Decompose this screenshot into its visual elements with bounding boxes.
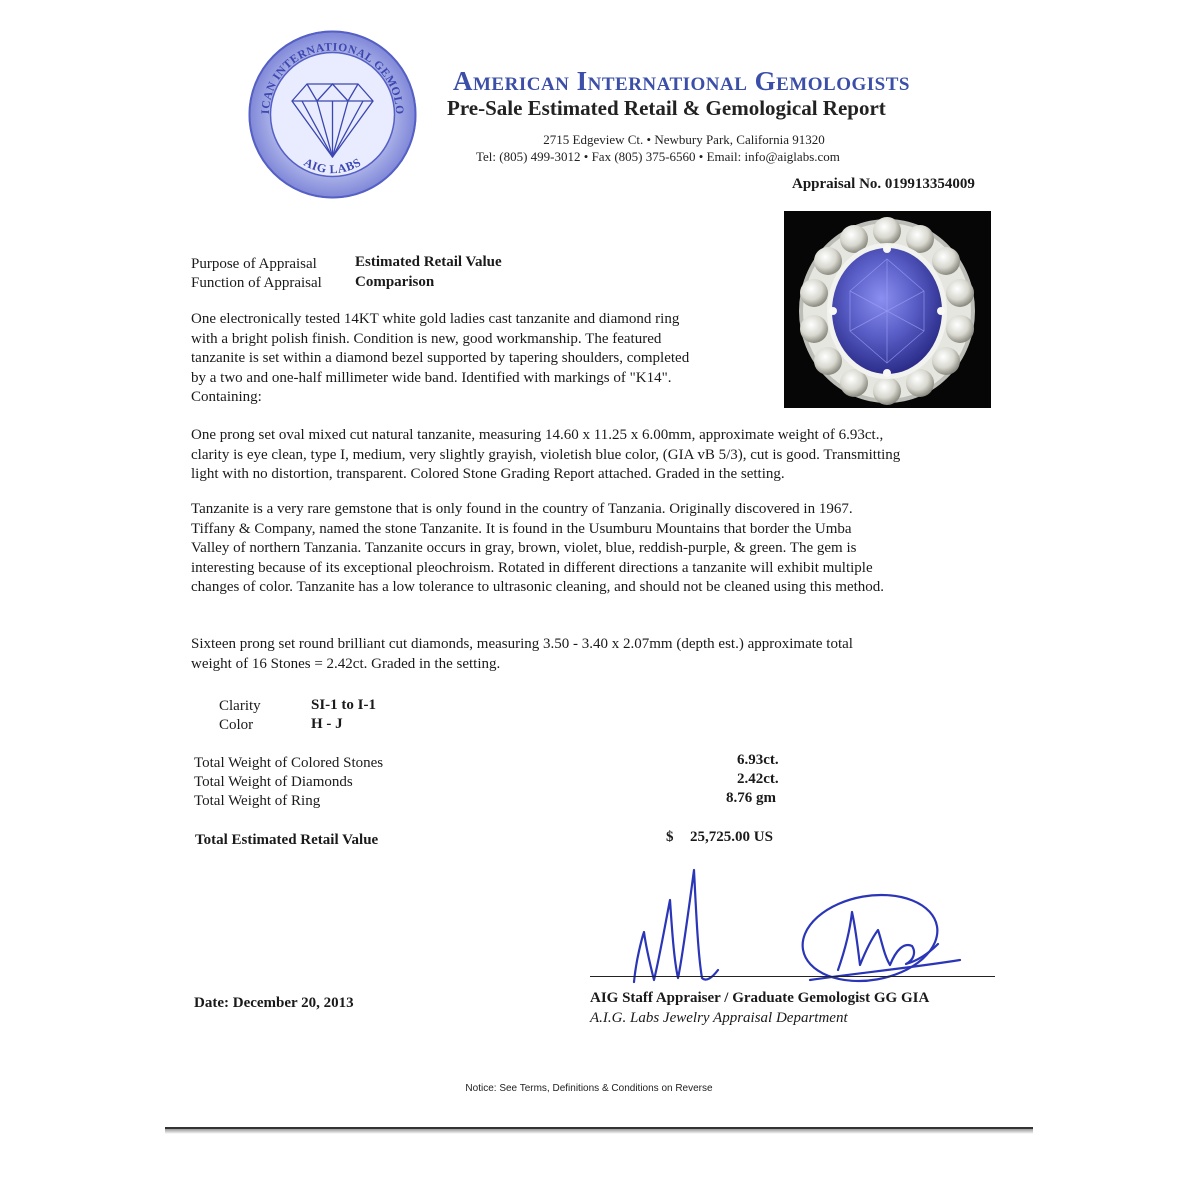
function-label: Function of Appraisal — [191, 275, 322, 291]
total-diamonds-label: Total Weight of Diamonds — [194, 774, 353, 790]
appraisal-date: Date: December 20, 2013 — [194, 995, 354, 1011]
description-line: with a bright polish finish. Condition is new, good workmanship. The featured — [191, 330, 662, 347]
description-line: tanzanite is set within a diamond bezel supported by tapering shoulders, completed — [191, 350, 690, 366]
tanzanite-info-line: changes of color. Tanzanite has a low tolerance to ultrasonic cleaning, and should not be cleaned using this method. — [191, 579, 885, 595]
total-retail-value: 25,725.00 US — [690, 829, 773, 845]
total-colored-value: 6.93ct. — [737, 752, 779, 768]
purpose-label: Purpose of Appraisal — [191, 256, 317, 272]
total-ring-value: 8.76 gm — [726, 790, 776, 806]
tanzanite-line: light with no distortion, transparent. Colored Stone Grading Report attached. Graded in the setting. — [191, 466, 785, 482]
tanzanite-info-line: Valley of northern Tanzania. Tanzanite occurs in gray, brown, violet, blue, reddish-purple, & green. The gem is — [191, 540, 857, 556]
clarity-label: Clarity — [219, 698, 261, 714]
tanzanite-info-line: Tiffany & Company, named the stone Tanzanite. It is found in the Usumburu Mountains that border the Umba — [191, 520, 852, 537]
terms-notice: Notice: See Terms, Definitions & Conditions on Reverse — [465, 1083, 713, 1094]
diamonds-line: Sixteen prong set round brilliant cut diamonds, measuring 3.50 - 3.40 x 2.07mm (depth est.) approximate total — [191, 636, 853, 652]
color-value: H - J — [311, 716, 343, 732]
signature — [620, 860, 970, 990]
description-line: by a two and one-half millimeter wide band. Identified with markings of "K14". — [191, 369, 672, 386]
ring-image-icon — [784, 211, 991, 408]
seal-icon — [247, 29, 418, 200]
signature-icon — [620, 860, 970, 990]
description-line: One electronically tested 14KT white gold ladies cast tanzanite and diamond ring — [191, 311, 680, 327]
ring-photo — [784, 211, 991, 408]
svg-text:AIG LABS: AIG LABS — [301, 154, 364, 177]
function-value: Comparison — [355, 274, 435, 290]
signature-department: A.I.G. Labs Jewelry Appraisal Department — [590, 1010, 848, 1026]
color-label: Color — [219, 717, 254, 733]
signature-line — [590, 976, 995, 977]
tanzanite-line: One prong set oval mixed cut natural tanzanite, measuring 14.60 x 11.25 x 6.00mm, approximate weight of 6.93ct., — [191, 427, 884, 443]
tanzanite-line: clarity is eye clean, type I, medium, very slightly grayish, violetish blue color, (GIA vB 5/3), cut is good. Transmitting — [191, 446, 901, 463]
address: 2715 Edgeview Ct. • Newbury Park, California 91320 — [543, 132, 825, 147]
aig-seal-logo — [247, 29, 418, 200]
bottom-rule-shadow — [165, 1129, 1033, 1134]
diamonds-paragraph — [191, 635, 853, 674]
tanzanite-info-paragraph — [191, 500, 884, 598]
svg-text:AMERICAN INTERNATIONAL GEMOLOG: ICAN INTERNATIONAL GEMOLO — [259, 41, 406, 116]
clarity-value: SI-1 to I-1 — [311, 697, 377, 713]
appraisal-number: Appraisal No. 019913354009 — [792, 176, 975, 192]
retail-currency: $ — [666, 829, 674, 845]
total-ring-label: Total Weight of Ring — [194, 793, 321, 809]
tanzanite-info-line: interesting because of its exceptional pleochroism. Rotated in different directions a tanzanite will exhibit multiple — [191, 559, 873, 576]
contact-line: Tel: (805) 499-3012 • Fax (805) 375-6560 • Email: info@aiglabs.com — [476, 149, 840, 164]
diamonds-line: weight of 16 Stones = 2.42ct. Graded in the setting. — [191, 655, 501, 672]
organization-name: American International Gemologists — [453, 66, 910, 96]
purpose-value: Estimated Retail Value — [355, 254, 502, 270]
total-colored-label: Total Weight of Colored Stones — [194, 755, 384, 771]
description-paragraph — [191, 310, 689, 408]
description-line: Containing: — [191, 389, 262, 405]
report-title: Pre-Sale Estimated Retail & Gemological Report — [447, 96, 886, 120]
tanzanite-paragraph — [191, 426, 900, 485]
total-retail-label: Total Estimated Retail Value — [195, 832, 379, 848]
signature-title: AIG Staff Appraiser / Graduate Gemologist GG GIA — [590, 990, 930, 1006]
total-diamonds-value: 2.42ct. — [737, 771, 779, 787]
tanzanite-info-line: Tanzanite is a very rare gemstone that is only found in the country of Tanzania. Originally discovered in 1967. — [191, 501, 853, 517]
